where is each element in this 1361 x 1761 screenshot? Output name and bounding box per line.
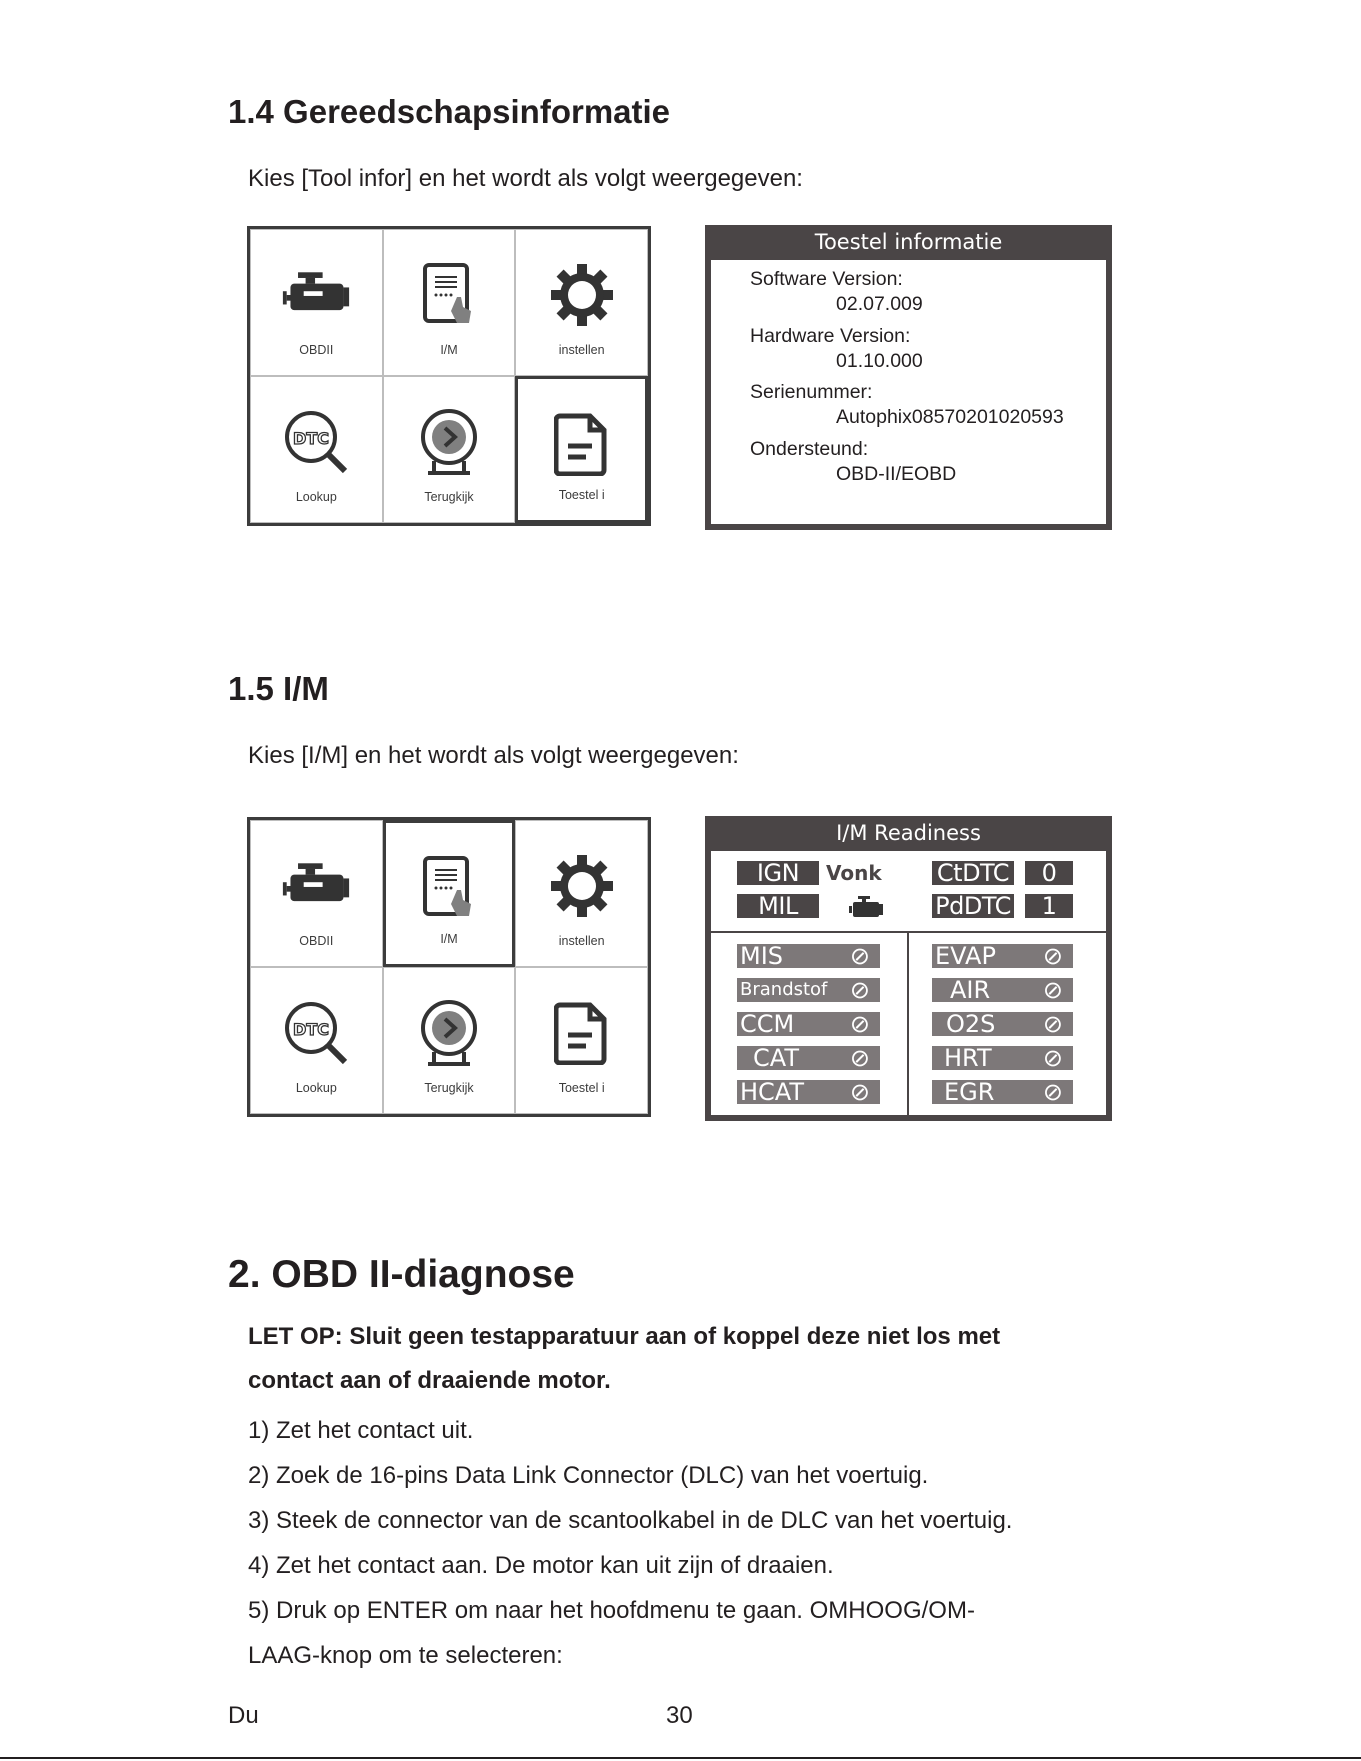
menu-item-label: I/M (440, 932, 458, 946)
monitor-name: HCAT (740, 1078, 805, 1106)
monitor-row (737, 1080, 880, 1104)
monitor-name: CAT (753, 1044, 799, 1072)
not-supported-icon: ⊘ (849, 942, 870, 970)
software-label: Software Version: (750, 268, 903, 290)
monitor-name: MIS (740, 942, 784, 970)
warning-line: LET OP: Sluit geen testapparatuur aan of koppel deze niet los met (248, 1323, 1001, 1350)
menu-item-tool-info[interactable] (515, 967, 648, 1114)
not-supported-icon: ⊘ (1042, 976, 1063, 1004)
monitor-name: AIR (950, 976, 991, 1004)
main-menu-grid (247, 226, 651, 526)
supported-label: Ondersteund: (750, 438, 869, 460)
menu-item-im[interactable] (383, 229, 516, 376)
monitor-row (932, 1046, 1073, 1070)
panel-body (711, 260, 1106, 524)
monitor-name: EGR (944, 1078, 995, 1106)
menu-item-label: Toestel i (558, 488, 605, 502)
menu-item-label: instellen (558, 343, 605, 357)
svg-text:DTC: DTC (293, 429, 330, 448)
document-icon (547, 998, 617, 1068)
monitor-row (932, 1012, 1073, 1036)
ctdtc-value: 0 (1025, 861, 1073, 885)
tool-info-panel (705, 225, 1112, 530)
step-item: 2) Zoek de 16-pins Data Link Connector (DLC) van het voertuig. (248, 1462, 929, 1489)
engine-icon (281, 260, 351, 330)
warning-line: contact aan of draaiende motor. (248, 1367, 611, 1394)
menu-item-settings[interactable] (515, 229, 648, 376)
gear-icon (547, 260, 617, 330)
vertical-divider (907, 931, 909, 1115)
serial-label: Serienummer: (750, 381, 873, 403)
monitor-name: HRT (944, 1044, 992, 1072)
ctdtc-label: CtDTC (932, 861, 1014, 885)
menu-item-label: Lookup (295, 1081, 337, 1095)
section-heading-obd-diagnosis: 2. OBD II-diagnose (228, 1253, 575, 1296)
menu-item-label: instellen (558, 934, 605, 948)
gear-icon (547, 851, 617, 921)
step-item: 5) Druk op ENTER om naar het hoofdmenu te gaan. OMHOOG/OM- (248, 1597, 975, 1624)
not-supported-icon: ⊘ (1042, 942, 1063, 970)
pddtc-label: PdDTC (932, 894, 1014, 918)
playback-icon (414, 998, 484, 1068)
tablet-tap-icon (414, 260, 484, 330)
dtc-magnifier-icon (281, 998, 351, 1068)
step-item: LAAG-knop om te selecteren: (248, 1642, 563, 1669)
menu-item-label: OBDII (299, 343, 334, 357)
panel-title: I/M Readiness (836, 821, 981, 845)
monitor-row (932, 978, 1073, 1002)
monitor-name: Brandstof (740, 979, 828, 1000)
hardware-label: Hardware Version: (750, 325, 911, 347)
menu-item-label: I/M (440, 343, 458, 357)
menu-item-tool-info[interactable] (515, 376, 648, 523)
not-supported-icon: ⊘ (849, 976, 870, 1004)
menu-item-im[interactable] (383, 820, 516, 967)
mil-label: MIL (737, 894, 819, 918)
not-supported-icon: ⊘ (1042, 1078, 1063, 1106)
panel-title: Toestel informatie (814, 230, 1003, 254)
menu-item-obdii[interactable] (250, 229, 383, 376)
section-intro: Kies [Tool infor] en het wordt als volgt weergegeven: (248, 165, 803, 192)
step-item: 1) Zet het contact uit. (248, 1417, 474, 1444)
footer-rule (0, 1757, 1361, 1759)
dtc-magnifier-icon (281, 407, 351, 477)
not-supported-icon: ⊘ (849, 1044, 870, 1072)
step-item: 3) Steek de connector van de scantoolkabel in de DLC van het voertuig. (248, 1507, 1013, 1534)
playback-icon (414, 407, 484, 477)
not-supported-icon: ⊘ (1042, 1044, 1063, 1072)
main-menu-grid (247, 817, 651, 1117)
supported-value: OBD-II/EOBD (836, 463, 957, 485)
menu-item-label: Lookup (295, 490, 337, 504)
software-value: 02.07.009 (836, 293, 923, 315)
svg-text:DTC: DTC (293, 1020, 330, 1039)
serial-value: Autophix08570201020593 (836, 406, 1064, 428)
monitor-row (932, 944, 1073, 968)
monitor-row (737, 944, 880, 968)
not-supported-icon: ⊘ (849, 1010, 870, 1038)
menu-item-label: OBDII (299, 934, 334, 948)
hardware-value: 01.10.000 (836, 350, 923, 372)
monitor-name: CCM (740, 1010, 795, 1038)
menu-item-lookup[interactable] (250, 967, 383, 1114)
pddtc-value: 1 (1025, 894, 1073, 918)
engine-icon (281, 851, 351, 921)
not-supported-icon: ⊘ (1042, 1010, 1063, 1038)
section-heading-tool-info: 1.4 Gereedschapsinformatie (228, 93, 671, 130)
im-readiness-panel (705, 816, 1112, 1121)
section-intro: Kies [I/M] en het wordt als volgt weergegeven: (248, 742, 739, 769)
monitor-row (737, 1012, 880, 1036)
menu-item-label: Terugkijk (424, 490, 474, 504)
document-icon (547, 409, 617, 479)
monitor-row (737, 978, 880, 1002)
menu-item-obdii[interactable] (250, 820, 383, 967)
footer-language: Du (228, 1702, 259, 1729)
section-heading-im: 1.5 I/M (228, 670, 329, 707)
monitor-row (737, 1046, 880, 1070)
menu-item-playback[interactable] (383, 967, 516, 1114)
menu-item-settings[interactable] (515, 820, 648, 967)
mil-engine-icon (848, 895, 884, 926)
not-supported-icon: ⊘ (849, 1078, 870, 1106)
tablet-tap-icon (414, 853, 484, 923)
monitor-name: O2S (946, 1010, 996, 1038)
monitor-name: EVAP (935, 942, 996, 970)
menu-item-label: Terugkijk (424, 1081, 474, 1095)
menu-item-playback[interactable] (383, 376, 516, 523)
ign-label: IGN (737, 861, 819, 885)
panel-body (711, 851, 1106, 1115)
monitor-row (932, 1080, 1073, 1104)
page-number: 30 (666, 1702, 693, 1729)
ign-value: Vonk (826, 861, 882, 885)
menu-item-lookup[interactable] (250, 376, 383, 523)
step-item: 4) Zet het contact aan. De motor kan uit zijn of draaien. (248, 1552, 834, 1579)
menu-item-label: Toestel i (558, 1081, 605, 1095)
